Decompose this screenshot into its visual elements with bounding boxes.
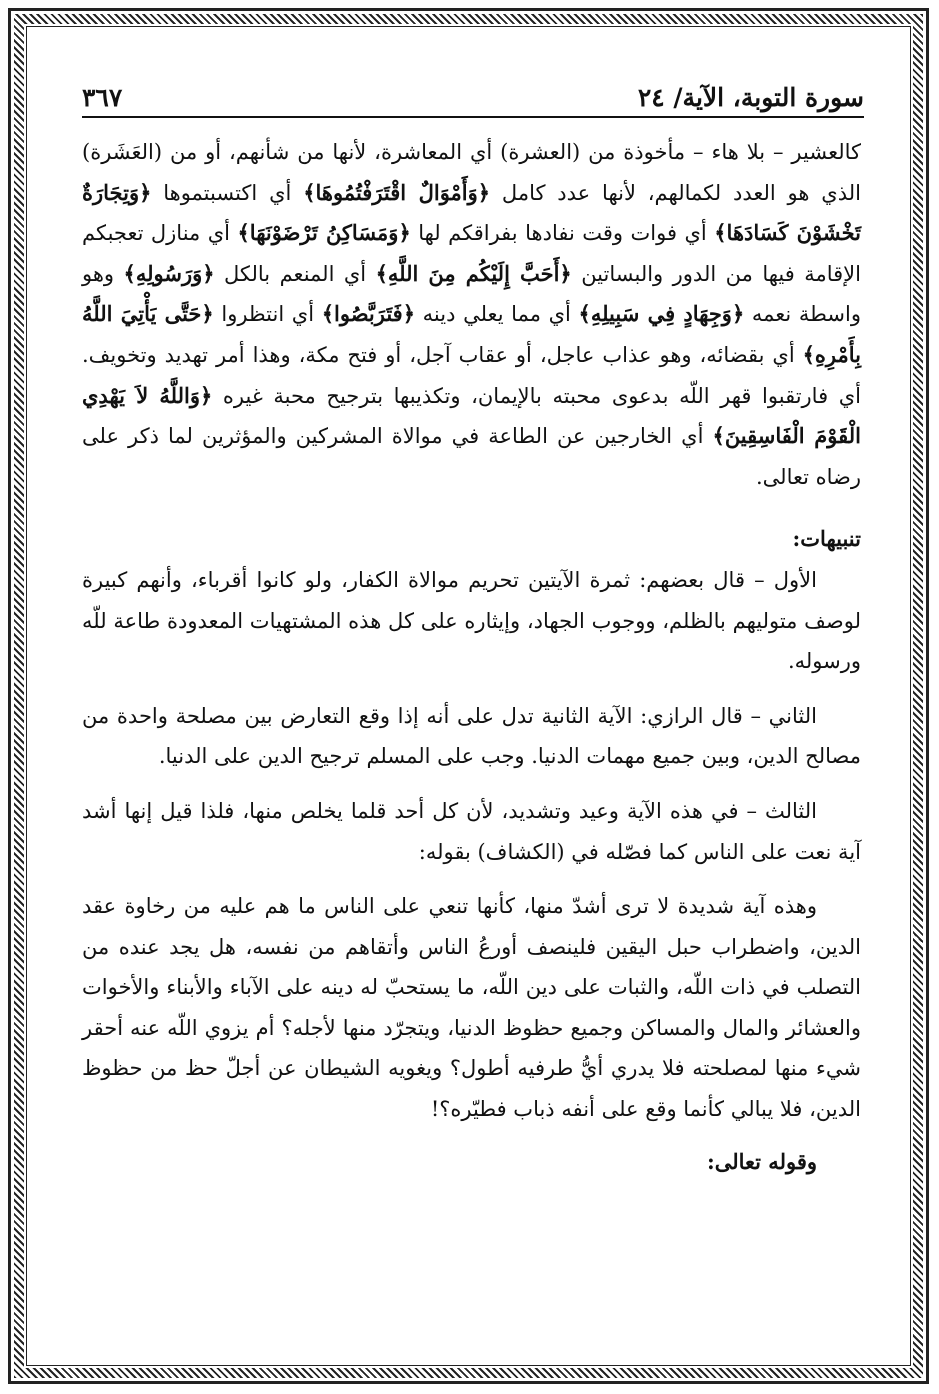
kashshaf-quotation: وهذه آية شديدة لا ترى أشدّ منها، كأنها تنعي على الناس ما هم عليه من رخاوة عقد الدين، واضطراب حبل اليقين فلينصف أورعُ الناس وأتقاهم من نفسه، هل يجد عنده من التصلب في ذات اللّه، والثبات على دين اللّه، ما يستحبّ له دينه على الآباء والأبناء والأخوات والعشائر والمال والمساكن وجميع حظوظ الدنيا، ويتجرّد منها لأجله؟ أم يزوي اللّه عنه أحقر شيء منها لمصلحته فلا يدري أيُّ طرفيه أطول؟ ويغويه الشيطان عن أجلّ حظ من حظوظ الدين، فلا يبالي كأنما وقع على أنفه ذباب فطيّره؟! [82, 894, 861, 1122]
commentary-text: كالعشير – بلا هاء – مأخوذة من (العشرة) أي المعاشرة، لأنها من شأنهم، أو من (العَشَرة) الذي هو العدد لكمالهم، لأنها عدد كامل [82, 140, 861, 205]
commentary-text: أي انتظروا [213, 302, 322, 327]
commentary-text: أي المنعم بالكل [214, 261, 376, 286]
closing-line: وقوله تعالى: [706, 1148, 817, 1174]
quran-quote: ﴿وَاللَّهُ لاَ يَهْدِي الْقَوْمَ الْفَاسِقِينَ﴾ [82, 382, 862, 449]
quran-quote: ﴿فَتَرَبَّصُوا﴾ [321, 301, 416, 327]
commentary-text: أي منازل تعجبكم الإقامة فيها من الدور والبساتين [82, 221, 861, 286]
quran-quote: ﴿حَتَّى يَأْتِيَ اللَّهُ بِأَمْرِهِ﴾ [82, 301, 861, 367]
quran-quote: ﴿وَتِجَارَةٌ تَخْشَوْنَ كَسَادَهَا﴾ [82, 179, 861, 246]
quran-quote: ﴿وَأَمْوَالٌ اقْتَرَفْتُمُوهَا﴾ [303, 179, 491, 205]
commentary-text: أي مما يعلي دينه [415, 302, 579, 327]
quran-quote: ﴿وَرَسُولِهِ﴾ [123, 260, 215, 286]
commentary-text: أي اكتسبتموها [151, 180, 304, 205]
section-heading: تنبيهات: [792, 526, 861, 552]
commentary-text: أي الخارجين عن الطاعة في موالاة المشركين والمؤثرين لما ذكر على رضاه تعالى. [82, 424, 861, 489]
commentary-text: وهو واسطة نعمه [82, 261, 861, 327]
quran-quote: ﴿وَجِهَادٍ فِي سَبِيلِهِ﴾ [578, 301, 745, 327]
commentary-paragraph [82, 132, 861, 497]
commentary-text: أي فوات وقت نفادها بفراقكم لها [410, 221, 715, 246]
page-header [82, 72, 864, 112]
page-number: ٣٦٧ [82, 83, 123, 112]
note-second: الثاني – قال الرازي: الآية الثانية تدل على أنه إذا وقع التعارض بين مصلحة واحدة من مصالح الدين، وبين جميع مهمات الدنيا. وجب على المسلم ترجيح الدين على الدنيا. [82, 703, 861, 769]
quran-quote: ﴿أَحَبَّ إِلَيْكُم مِنَ اللَّهِ﴾ [375, 260, 572, 286]
surah-reference: سورة التوبة، الآية/ ٢٤ [637, 83, 864, 112]
page-body [82, 132, 861, 1182]
note-first: الأول – قال بعضهم: ثمرة الآيتين تحريم موالاة الكفار، ولو كانوا أقرباء، وأنهم كبيرة لوصف متوليهم بالظلم، ووجوب الجهاد، وإيثاره على كل هذه المشتهيات المعدودة طاعة للّه ورسوله. [82, 567, 861, 674]
quran-quote: ﴿وَمَسَاكِنُ تَرْضَوْنَهَا﴾ [237, 220, 411, 246]
note-third: الثالث – في هذه الآية وعيد وتشديد، لأن كل أحد قلما يخلص منها، فلذا قيل إنها أشد آية نعت على الناس كما فصّله في (الكشاف) بقوله: [82, 798, 861, 864]
commentary-text: أي بقضائه، وهو عذاب عاجل، أو عقاب آجل، أو فتح مكة، وهذا أمر تهديد وتخويف. أي فارتقبوا قهر اللّه بدعوى محبته بالإيمان، وتكذيبها بترجيح محبة غيره [82, 342, 861, 408]
header-divider [82, 116, 864, 118]
